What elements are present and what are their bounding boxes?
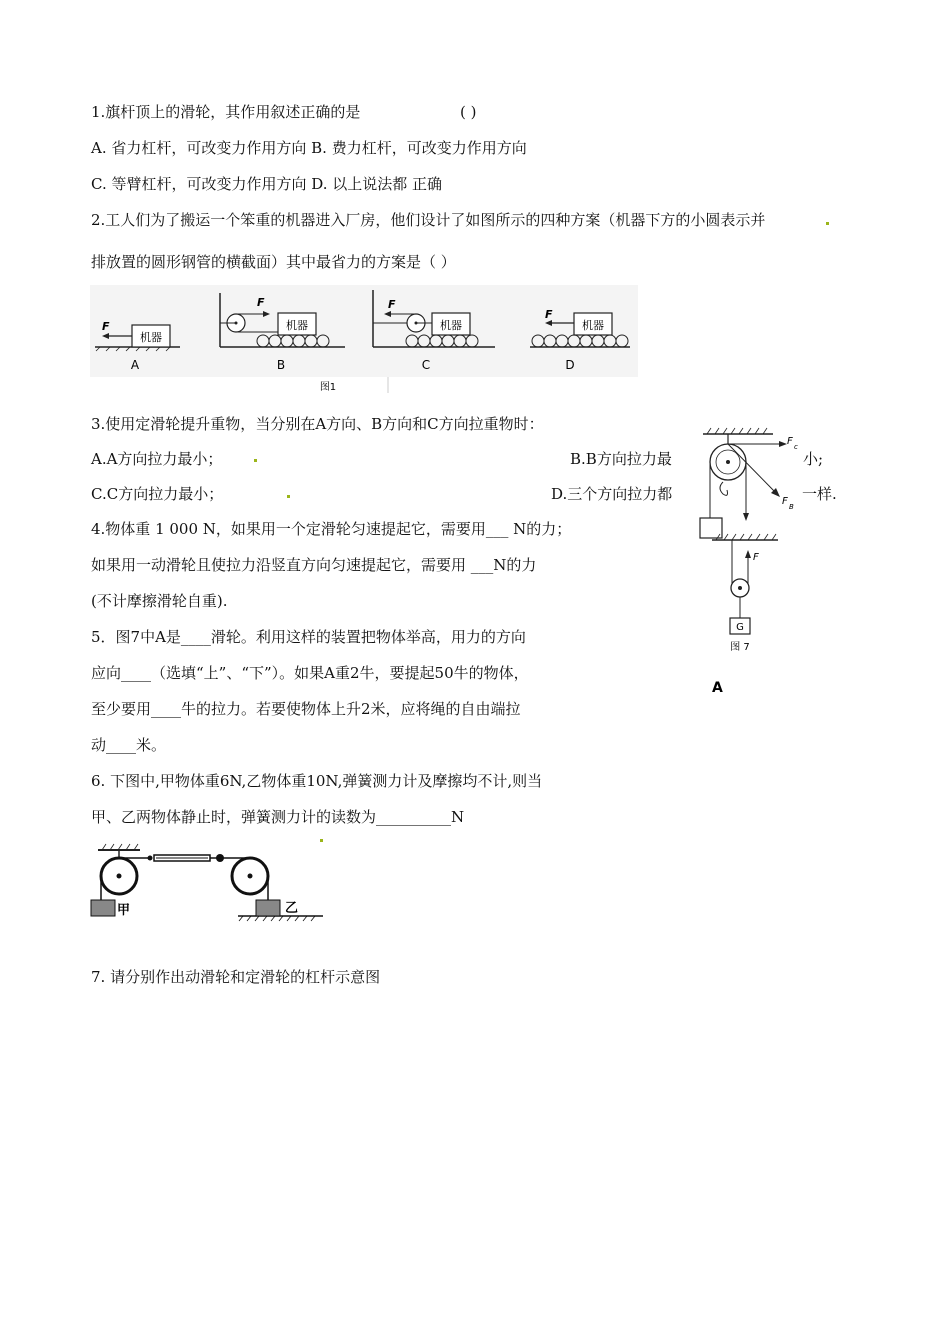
q6-line1: 6. 下图中,甲物体重6N,乙物体重10N,弹簧测力计及摩擦均不计,则当	[91, 772, 543, 790]
q3-option-d: D.三个方向拉力都	[551, 485, 673, 503]
block-jia	[91, 900, 115, 916]
q4-line3: (不计摩擦滑轮自重).	[91, 592, 228, 610]
figure-7-caption: 图 7	[730, 642, 750, 653]
figure-q6-spring-scale	[88, 840, 338, 922]
figure-q3-fixed-pulley	[695, 422, 825, 542]
q1-answer-paren: ( )	[460, 103, 477, 121]
label-yi: 乙	[285, 901, 299, 916]
force-label: F	[753, 552, 759, 563]
speck	[287, 495, 290, 498]
machine-label: 机器	[286, 319, 308, 332]
weight-label: G	[736, 622, 744, 633]
speck	[826, 222, 829, 225]
scheme-label-a: A	[130, 358, 140, 372]
q1-options-ab: A. 省力杠杆，可改变力作用方向 B. 费力杠杆，可改变力作用方向	[91, 139, 527, 157]
machine-label: 机器	[140, 331, 162, 344]
machine-label: 机器	[440, 319, 462, 332]
force-label-fc: F	[787, 436, 793, 447]
figure-1-machine-schemes	[90, 285, 638, 395]
force-label-fb-sub: B	[789, 503, 794, 511]
q2-stem-line1: 2.工人们为了搬运一个笨重的机器进入厂房，他们设计了如图所示的四种方案（机器下方的小圆表示并	[91, 211, 766, 229]
q4-line2: 如果用一动滑轮且使拉力沿竖直方向匀速提起它，需要用 ___N的力	[91, 556, 537, 574]
q5-line1: 5．图7中A是____滑轮。利用这样的装置把物体举高，用力的方向	[91, 628, 526, 646]
label-jia: 甲	[117, 903, 131, 918]
force-label-fc-sub: c	[794, 443, 798, 451]
q1-stem: 1.旗杆顶上的滑轮，其作用叙述正确的是	[91, 103, 361, 121]
q6-line2: 甲、乙两物体静止时，弹簧测力计的读数为__________N	[91, 808, 465, 826]
force-label: F	[257, 296, 265, 309]
q3-option-a: A.A方向拉力最小；	[91, 450, 223, 468]
q2-stem-line2: 排放置的圆形钢管的横截面）其中最省力的方案是（ ）	[91, 253, 456, 271]
q3-option-b-end: 小;	[803, 450, 824, 468]
scheme-label-c: C	[421, 358, 431, 372]
force-label: F	[545, 308, 553, 321]
force-label: F	[388, 298, 396, 311]
q5-line2: 应向____（选填“上”、“下”）。如果A重2牛，要提起50牛的物体，	[91, 664, 529, 682]
scheme-label-b: B	[276, 358, 286, 372]
q5-line3: 至少要用____牛的拉力。若要使物体上升2米，应将绳的自由端拉	[91, 700, 521, 718]
q1-options-cd: C. 等臂杠杆，可改变力作用方向 D. 以上说法都 正确	[91, 175, 443, 193]
scheme-a	[95, 320, 180, 351]
pulley-label-a: A	[712, 680, 723, 696]
speck	[320, 839, 323, 842]
q3-option-c: C.C方向拉力最小；	[91, 485, 224, 503]
figure-1-caption: 图1	[319, 382, 337, 393]
machine-label: 机器	[582, 319, 604, 332]
figure-7-movable-pulley	[700, 528, 790, 698]
q7-text: 7. 请分别作出动滑轮和定滑轮的杠杆示意图	[91, 968, 381, 986]
force-label-fb: F	[782, 496, 788, 507]
figure-1-background	[90, 285, 638, 377]
scheme-label-d: D	[565, 358, 575, 372]
q3-option-d-end: 一样.	[802, 485, 837, 503]
force-label: F	[102, 320, 110, 333]
q4-line1: 4.物体重 1 000 N，如果用一个定滑轮匀速提起它，需要用___ N的力；	[91, 520, 572, 538]
block-yi	[256, 900, 280, 916]
speck	[254, 459, 257, 462]
q5-line4: 动____米。	[91, 736, 167, 754]
q3-stem: 3.使用定滑轮提升重物，当分别在A方向、B方向和C方向拉重物时：	[91, 415, 544, 433]
q3-option-b: B.B方向拉力最	[570, 450, 672, 468]
